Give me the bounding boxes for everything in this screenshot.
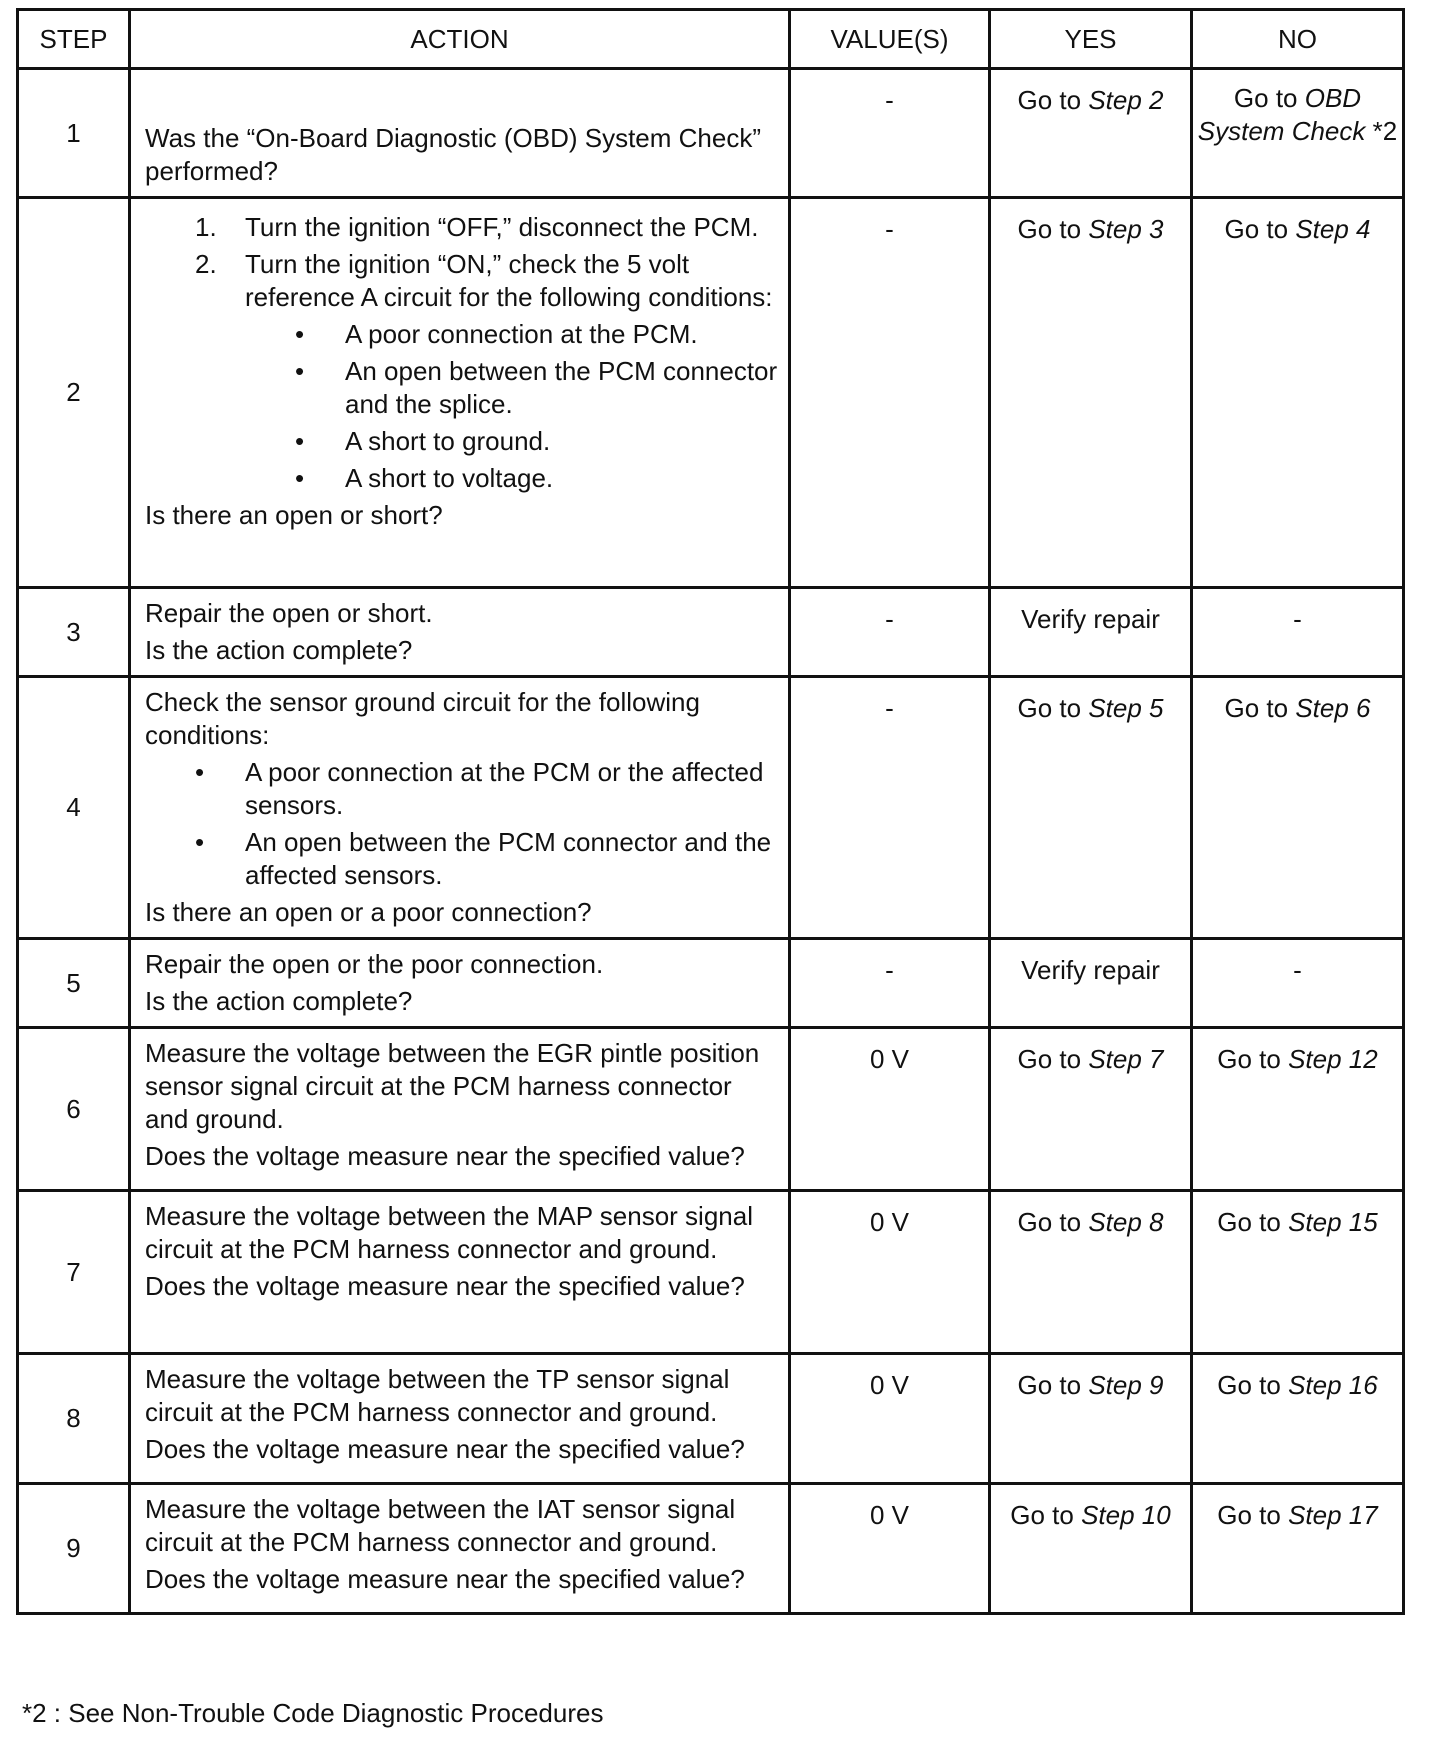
no-link[interactable]: Step 12 [1288,1044,1378,1074]
header-yes: YES [990,10,1192,69]
no-prefix: Go to [1233,83,1298,113]
header-no: NO [1192,10,1404,69]
header-value: VALUE(S) [790,10,990,69]
value-cell: - [790,588,990,677]
action-intro: Measure the voltage between the IAT sensor signal circuit at the PCM harness connector and ground. [145,1494,736,1557]
footnote: *2 : See Non-Trouble Code Diagnostic Procedures [22,1698,604,1728]
yes-cell[interactable] [990,677,1192,939]
value-cell: - [790,69,990,198]
footnote-ref: *2 [1372,116,1398,146]
yes-link[interactable]: Step 7 [1088,1044,1164,1074]
action-question: Is there an open or short? [145,500,443,530]
bullet-item [145,318,778,351]
yes-cell: Verify repair [990,588,1192,677]
no-link[interactable]: Step 4 [1295,214,1371,244]
bullet-icon: • [295,463,305,493]
yes-link[interactable]: Step 10 [1081,1500,1171,1530]
item-text: Turn the ignition “ON,” check the 5 volt reference A circuit for the following conditions: [245,249,773,312]
action-question: Does the voltage measure near the specified value? [145,1271,745,1301]
action-cell [130,588,790,677]
table-row [18,1028,1404,1191]
no-prefix: Go to [1217,1500,1281,1530]
bullet-icon: • [195,757,205,787]
bullet-list [145,318,778,495]
no-cell[interactable] [1192,677,1404,939]
step-number: 6 [18,1028,130,1191]
yes-prefix: Go to [1017,1370,1082,1400]
table-row [18,198,1404,588]
bullet-text: A poor connection at the PCM. [345,319,698,349]
yes-link[interactable]: Step 2 [1088,85,1164,115]
no-cell[interactable] [1192,1484,1404,1614]
step-number: 2 [18,198,130,588]
table-row [18,69,1404,198]
bullet-text: An open between the PCM connector and the affected sensors. [245,827,772,890]
header-row [18,10,1404,69]
no-cell[interactable] [1192,1191,1404,1354]
value-cell: - [790,198,990,588]
action-cell [130,1354,790,1484]
action-cell [130,939,790,1028]
yes-cell[interactable] [990,69,1192,198]
no-cell: - [1192,588,1404,677]
step-number: 5 [18,939,130,1028]
action-intro: Measure the voltage between the MAP sensor signal circuit at the PCM harness connector and ground. [145,1201,753,1264]
bullet-item [145,462,778,495]
step-number: 9 [18,1484,130,1614]
table-row [18,1191,1404,1354]
no-link[interactable]: Step 6 [1295,693,1371,723]
item-number: 2. [195,249,217,279]
no-link[interactable]: Step 15 [1288,1207,1378,1237]
diagnostic-table [16,8,1405,1615]
yes-cell: Verify repair [990,939,1192,1028]
no-cell[interactable] [1192,198,1404,588]
yes-prefix: Go to [1017,693,1082,723]
bullet-text: An open between the PCM connector and the splice. [345,356,778,419]
yes-prefix: Go to [1017,214,1082,244]
action-intro: Measure the voltage between the TP sensor signal circuit at the PCM harness connector and ground. [145,1364,730,1427]
table-row [18,1484,1404,1614]
step-number: 4 [18,677,130,939]
action-question: Is the action complete? [145,986,413,1016]
bullet-text: A poor connection at the PCM or the affected sensors. [245,757,764,820]
action-question: Was the “On-Board Diagnostic (OBD) System Check” performed? [145,123,761,186]
bullet-item [145,756,778,822]
header-action: ACTION [130,10,790,69]
yes-prefix: Go to [1017,1207,1082,1237]
step-number: 7 [18,1191,130,1354]
yes-link[interactable]: Step 5 [1088,693,1164,723]
action-cell [130,1484,790,1614]
header-step: STEP [18,10,130,69]
action-intro: Repair the open or short. [145,598,433,628]
action-intro: Repair the open or the poor connection. [145,949,604,979]
no-prefix: Go to [1224,693,1289,723]
yes-link[interactable]: Step 9 [1088,1370,1164,1400]
bullet-icon: • [195,827,205,857]
yes-cell[interactable] [990,198,1192,588]
value-cell: - [790,939,990,1028]
action-question: Is the action complete? [145,635,413,665]
value-cell: 0 V [790,1354,990,1484]
yes-link[interactable]: Step 3 [1088,214,1164,244]
table-row [18,939,1404,1028]
bullet-icon: • [295,356,305,386]
action-question: Does the voltage measure near the specified value? [145,1141,745,1171]
value-cell: - [790,677,990,939]
value-cell: 0 V [790,1191,990,1354]
action-cell [130,1028,790,1191]
item-text: Turn the ignition “OFF,” disconnect the PCM. [245,212,759,242]
no-prefix: Go to [1217,1207,1281,1237]
bullet-item [145,355,778,421]
yes-prefix: Go to [1017,85,1082,115]
no-cell[interactable] [1192,69,1404,198]
action-intro: Check the sensor ground circuit for the following conditions: [145,687,700,750]
bullet-text: A short to ground. [345,426,551,456]
item-number: 1. [195,212,217,242]
no-cell[interactable] [1192,1354,1404,1484]
bullet-icon: • [295,426,305,456]
no-link[interactable]: Step 17 [1288,1500,1378,1530]
step-number: 8 [18,1354,130,1484]
yes-cell[interactable] [990,1028,1192,1191]
yes-cell[interactable] [990,1191,1192,1354]
bullet-item [145,826,778,892]
table-row [18,1354,1404,1484]
yes-cell[interactable] [990,1484,1192,1614]
no-link[interactable]: Step 16 [1288,1370,1378,1400]
action-intro: Measure the voltage between the EGR pintle position sensor signal circuit at the PCM harness connector and ground. [145,1038,760,1134]
no-prefix: Go to [1217,1370,1281,1400]
numbered-item [195,248,778,314]
bullet-text: A short to voltage. [345,463,554,493]
yes-prefix: Go to [1010,1500,1074,1530]
numbered-item [195,211,778,244]
bullet-icon: • [295,319,305,349]
step-number: 1 [18,69,130,198]
yes-prefix: Go to [1017,1044,1082,1074]
action-question: Is there an open or a poor connection? [145,897,592,927]
step-number: 3 [18,588,130,677]
bullet-list [145,756,778,892]
no-cell[interactable] [1192,1028,1404,1191]
action-cell [130,198,790,588]
action-question: Does the voltage measure near the specified value? [145,1564,745,1594]
value-cell: 0 V [790,1028,990,1191]
table-row [18,677,1404,939]
bullet-item [145,425,778,458]
no-link[interactable]: OBD System Check [1197,83,1366,146]
action-cell [130,69,790,198]
action-cell [130,677,790,939]
yes-cell[interactable] [990,1354,1192,1484]
action-question: Does the voltage measure near the specified value? [145,1434,745,1464]
yes-link[interactable]: Step 8 [1088,1207,1164,1237]
action-cell [130,1191,790,1354]
table-row [18,588,1404,677]
no-prefix: Go to [1224,214,1289,244]
value-cell: 0 V [790,1484,990,1614]
no-prefix: Go to [1217,1044,1281,1074]
no-cell: - [1192,939,1404,1028]
